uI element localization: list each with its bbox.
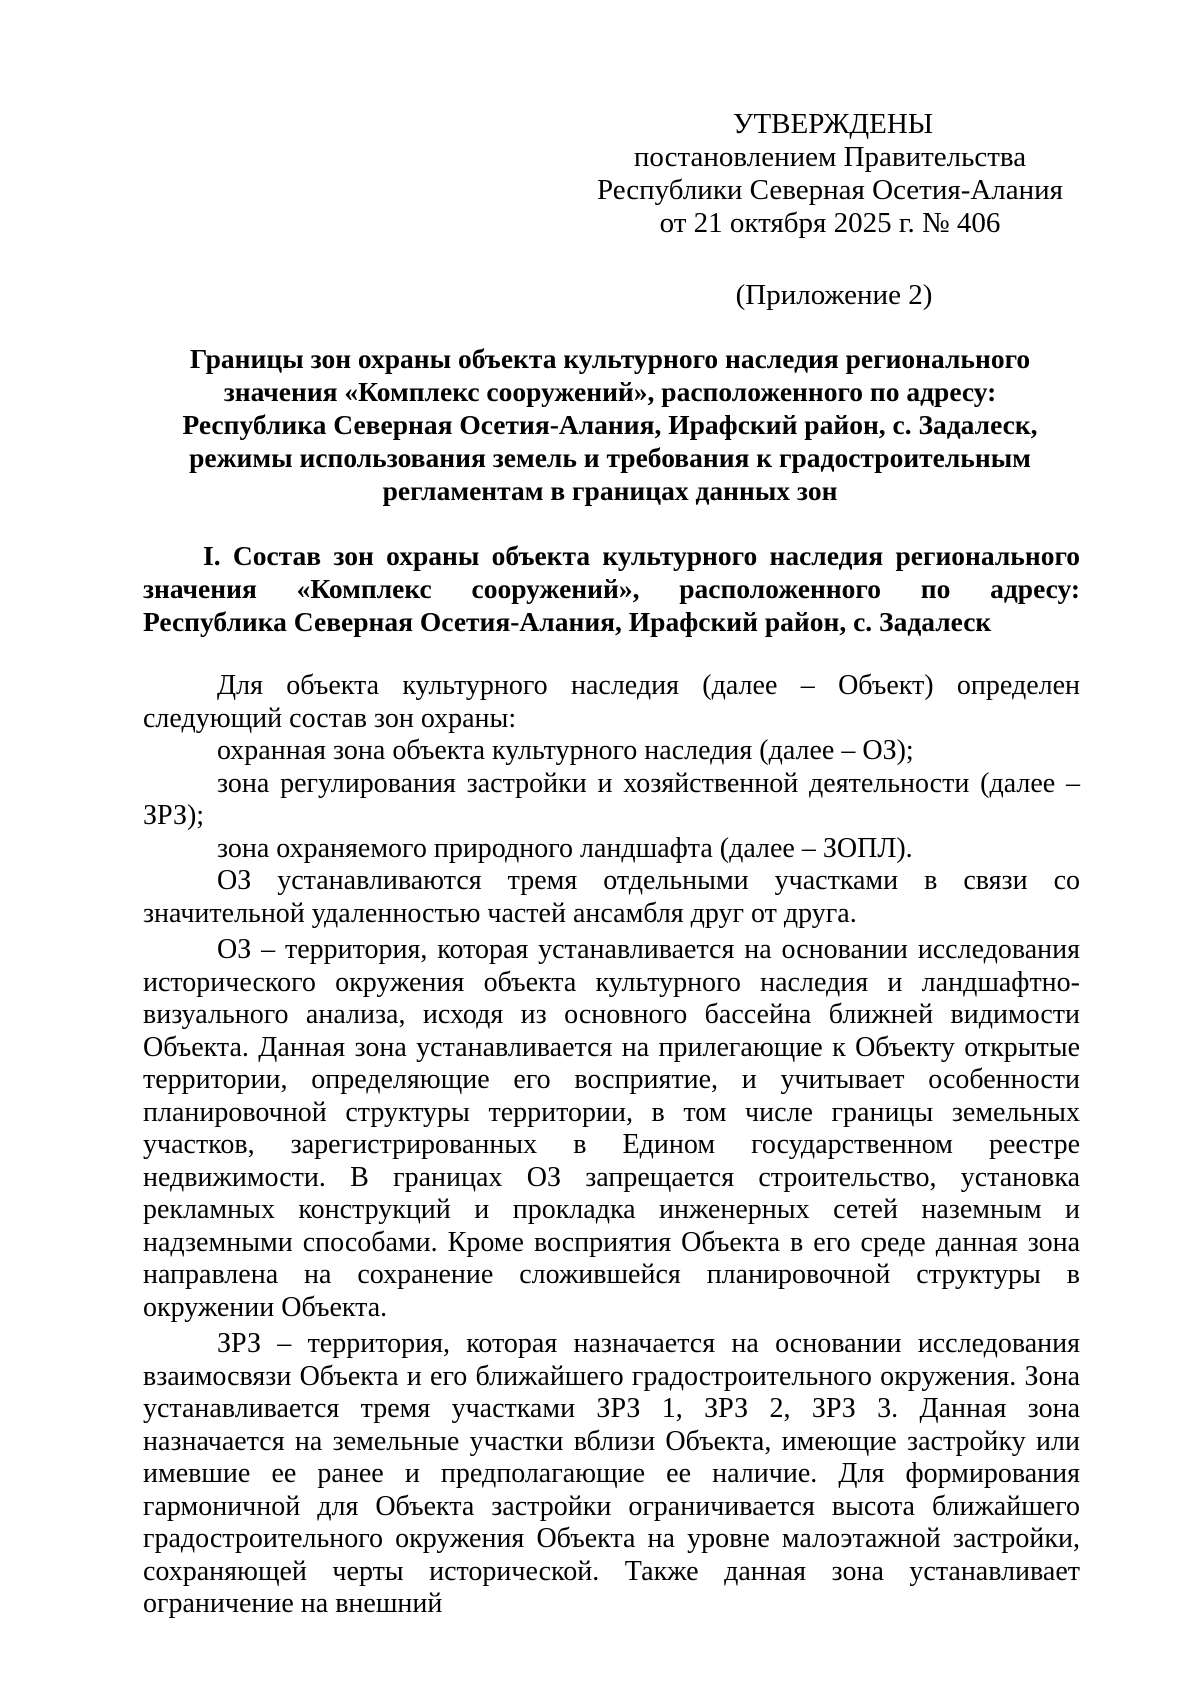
title-line: Границы зон охраны объекта культурного наследия регионального bbox=[189, 343, 1031, 374]
title-line: режимы использования земель и требования к градостроительным bbox=[189, 442, 1031, 473]
list-item: охранная зона объекта культурного наследия (далее – ОЗ); bbox=[217, 735, 914, 766]
title-line: регламентам в границах данных зон bbox=[382, 475, 838, 506]
section-heading-line: I. Состав зон охраны объекта культурного наследия регионального bbox=[203, 540, 1080, 571]
approval-date-number: от 21 октября 2025 г. № 406 bbox=[659, 207, 1001, 239]
paragraph: ОЗ устанавливаются тремя отдельными участками в связи со значительной удаленностью частей ансамбля друг от друга. bbox=[143, 865, 1080, 929]
approval-government-line: Республики Северная Осетия-Алания bbox=[596, 174, 1064, 206]
paragraph: Для объекта культурного наследия (далее – Объект) определен следующий состав зон охраны: bbox=[143, 670, 1080, 734]
paragraph: ОЗ – территория, которая устанавливается на основании исследования исторического окружения объекта культурного наследия и ландшафтно-визуального анализа, исходя из основного бассейна ближней видимости Объекта. Данная зона устанавливается на прилегающие к Объекту открытые территории, определяющие его восприятие, и учитывает особенности планировочной структуры территории, в том числе границы земельных участков, зарегистрированных в Едином государственном реестре недвижимости. В границах ОЗ запрещается строительство, установка рекламных конструкций и прокладка инженерных сетей наземным и надземными способами. Кроме восприятия Объекта в его среде данная зона направлена на сохранение сложившейся планировочной структуры в окружении Объекта. bbox=[143, 934, 1080, 1323]
section-heading bbox=[143, 539, 1080, 638]
document-title bbox=[130, 342, 1090, 507]
section-heading-line: Республика Северная Осетия-Алания, Ирафский район, с. Задалеск bbox=[143, 606, 992, 637]
section-heading-line: значения «Комплекс сооружений», расположенного по адресу: bbox=[143, 573, 1080, 604]
approval-resolution-line: постановлением Правительства bbox=[633, 141, 1027, 173]
title-line: значения «Комплекс сооружений», расположенного по адресу: bbox=[223, 376, 997, 407]
approval-stamp bbox=[580, 108, 1080, 312]
body-text bbox=[143, 670, 1080, 1625]
approval-heading: УТВЕРЖДЕНЫ bbox=[732, 108, 934, 140]
list-item: зона охраняемого природного ландшафта (далее – ЗОПЛ). bbox=[217, 832, 913, 864]
paragraph: ЗРЗ – территория, которая назначается на основании исследования взаимосвязи Объекта и его ближайшего градостроительного окружения. Зона устанавливается тремя участками ЗРЗ 1, ЗРЗ 2, ЗРЗ 3. Данная зона назначается на земельные участки вблизи Объекта, имеющие застройку или имевшие ее ранее и предполагающие ее наличие. Для формирования гармоничной для Объекта застройки ограничивается высота ближайшего градостроительного окружения Объекта на уровне малоэтажной застройки, сохраняющей черты исторической. Также данная зона устанавливает ограничение на внешний bbox=[143, 1328, 1080, 1619]
title-line: Республика Северная Осетия-Алания, Ирафский район, с. Задалеск, bbox=[182, 409, 1038, 440]
appendix-note: (Приложение 2) bbox=[735, 279, 933, 311]
list-item: зона регулирования застройки и хозяйственной деятельности (далее – ЗРЗ); bbox=[143, 767, 1080, 831]
